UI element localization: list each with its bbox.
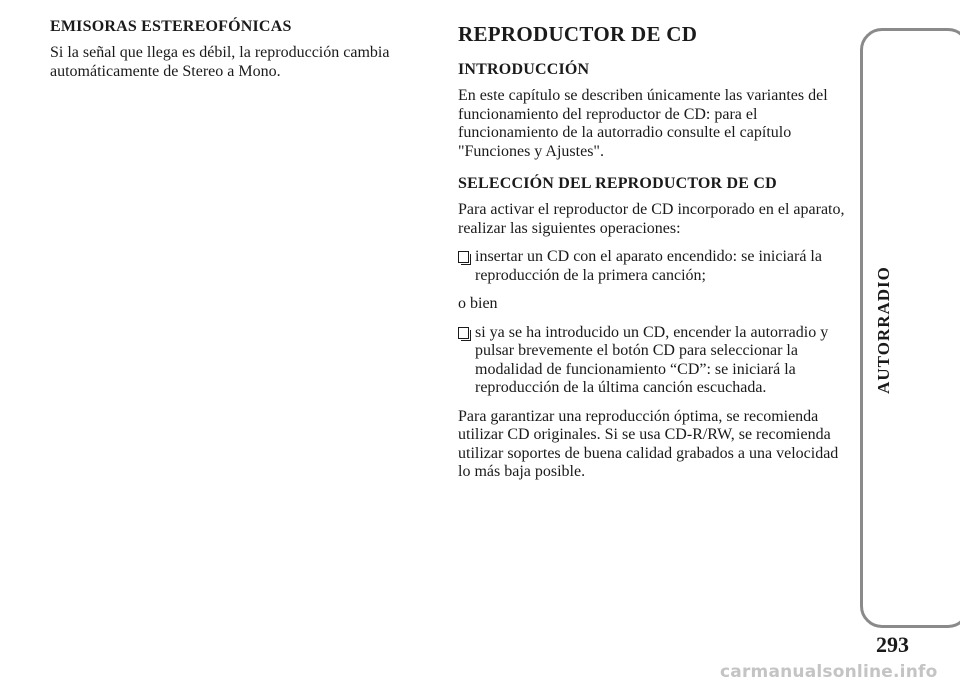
right-column xyxy=(458,22,848,492)
selection-paragraph: Para activar el reproductor de CD incorporado en el aparato, realizar las siguientes operaciones: xyxy=(458,201,845,237)
bullet-item xyxy=(458,248,848,285)
bullet-text: insertar un CD con el aparato encendido: se iniciará la reproducción de la primera canción; xyxy=(475,248,822,284)
intro-paragraph: En este capítulo se describen únicamente las variantes del funcionamiento del reproductor de CD: para el funcionamiento de la autorradio consulte el capítulo "Funciones y Ajustes". xyxy=(458,87,828,160)
bullet-text: si ya se ha introducido un CD, encender la autorradio y pulsar brevemente el botón CD para seleccionar la modalidad de funcionamiento “CD”: se iniciará la reproducción de la última canción escuchada. xyxy=(475,323,829,396)
watermark: carmanualsonline.info xyxy=(720,662,938,682)
checkbox-bullet-icon xyxy=(458,327,469,339)
stereo-heading: EMISORAS ESTEREOFÓNICAS xyxy=(50,18,292,35)
intro-heading: INTRODUCCIÓN xyxy=(458,61,590,78)
left-column xyxy=(50,18,400,91)
closing-paragraph: Para garantizar una reproducción óptima, se recomienda utilizar CD originales. Si se usa CD-R/RW, se recomienda utilizar soportes de buena calidad grabados a una velocidad lo más baja posible. xyxy=(458,407,839,480)
or-text: o bien xyxy=(458,295,498,312)
stereo-paragraph: Si la señal que llega es débil, la reproducción cambia automáticamente de Stereo a Mono. xyxy=(50,44,390,80)
selection-heading: SELECCIÓN DEL REPRODUCTOR DE CD xyxy=(458,175,777,192)
bullet-item xyxy=(458,324,848,398)
page-number: 293 xyxy=(876,632,909,657)
side-tab-label: AUTORRADIO xyxy=(874,266,893,394)
section-title: REPRODUCTOR DE CD xyxy=(458,22,698,46)
checkbox-bullet-icon xyxy=(458,251,469,263)
